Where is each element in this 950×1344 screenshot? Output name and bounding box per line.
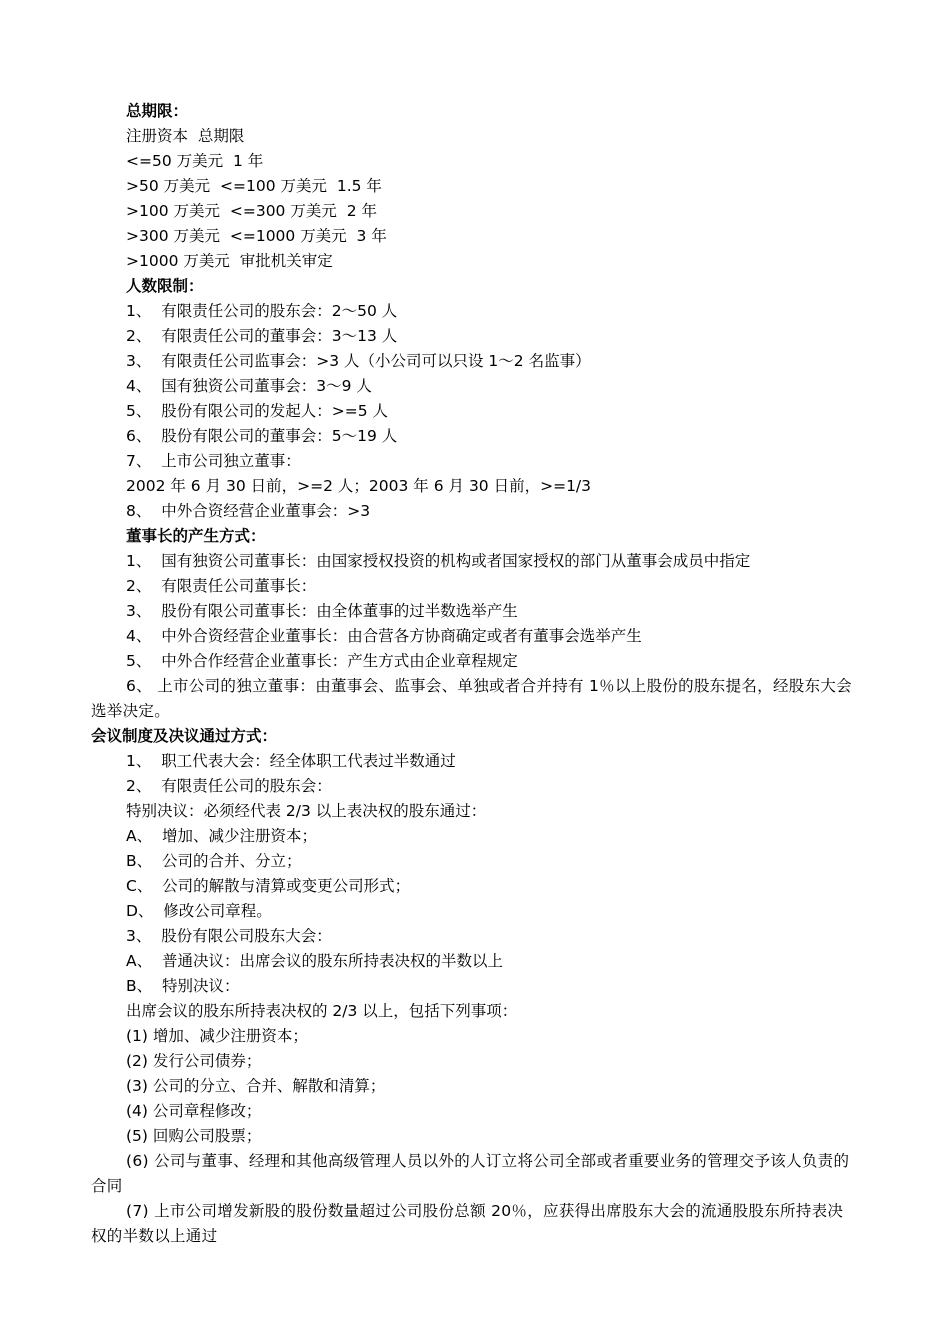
- term-line: >50 万美元 <=100 万美元 1.5 年: [126, 177, 382, 195]
- headcount-line: 4、 国有独资公司董事会：3～9 人: [126, 377, 372, 395]
- headcount-line: 6、 股份有限公司的董事会：5～19 人: [126, 427, 398, 445]
- meeting-line: B、 公司的合并、分立；: [126, 852, 302, 870]
- chairman-line: 2、 有限责任公司董事长：: [126, 577, 317, 595]
- headcount-line: 8、 中外合资经营企业董事会：>3: [126, 502, 371, 520]
- meeting-line: (1) 增加、减少注册资本；: [126, 1027, 308, 1045]
- meeting-line: (2) 发行公司债券；: [126, 1052, 262, 1070]
- meeting-line: B、 特别决议：: [126, 977, 240, 995]
- term-line: >300 万美元 <=1000 万美元 3 年: [126, 227, 387, 245]
- headcount-line: 1、 有限责任公司的股东会：2～50 人: [126, 302, 398, 320]
- term-line: >100 万美元 <=300 万美元 2 年: [126, 202, 377, 220]
- term-line: >1000 万美元 审批机关审定: [126, 252, 333, 270]
- meeting-line: 1、 职工代表大会：经全体职工代表过半数通过: [126, 752, 456, 770]
- heading-chairman: 董事长的产生方式：: [126, 527, 266, 545]
- meeting-line: (3) 公司的分立、合并、解散和清算；: [126, 1077, 386, 1095]
- heading-headcount: 人数限制：: [126, 277, 204, 295]
- chairman-line: 5、 中外合作经营企业董事长：产生方式由企业章程规定: [126, 652, 518, 670]
- meeting-line: A、 增加、减少注册资本；: [126, 827, 317, 845]
- meeting-line: (5) 回购公司股票；: [126, 1127, 262, 1145]
- headcount-line: 3、 有限责任公司监事会：>3 人（小公司可以只设 1～2 名监事）: [126, 352, 591, 370]
- chairman-line: 4、 中外合资经营企业董事长：由合营各方协商确定或者有董事会选举产生: [126, 627, 642, 645]
- term-line: 注册资本 总期限: [126, 127, 245, 145]
- meeting-line: 3、 股份有限公司股东大会：: [126, 927, 332, 945]
- chairman-paragraph: 6、 上市公司的独立董事：由董事会、监事会、单独或者合并持有 1％以上股份的股东提名，经股东大会选举决定。: [91, 677, 852, 720]
- term-line: <=50 万美元 1 年: [126, 152, 264, 170]
- meeting-line: 特别决议：必须经代表 2/3 以上表决权的股东通过：: [126, 802, 487, 820]
- meeting-line: A、 普通决议：出席会议的股东所持表决权的半数以上: [126, 952, 503, 970]
- meeting-line: (4) 公司章程修改；: [126, 1102, 262, 1120]
- meeting-line: C、 公司的解散与清算或变更公司形式；: [126, 877, 411, 895]
- headcount-line: 5、 股份有限公司的发起人：>=5 人: [126, 402, 388, 420]
- headcount-line: 2、 有限责任公司的董事会：3～13 人: [126, 327, 398, 345]
- meeting-line: 出席会议的股东所持表决权的 2/3 以上，包括下列事项：: [126, 1002, 518, 1020]
- meeting-paragraph-6: (6) 公司与董事、经理和其他高级管理人员以外的人订立将公司全部或者重要业务的管理交予该人负责的合同: [91, 1152, 850, 1195]
- chairman-line: 3、 股份有限公司董事长：由全体董事的过半数选举产生: [126, 602, 518, 620]
- meeting-paragraph-7: (7) 上市公司增发新股的股份数量超过公司股份总额 20％，应获得出席股东大会的流通股股东所持表决权的半数以上通过: [91, 1202, 844, 1245]
- chairman-line: 1、 国有独资公司董事长：由国家授权投资的机构或者国家授权的部门从董事会成员中指定: [126, 552, 751, 570]
- headcount-line: 7、 上市公司独立董事：: [126, 452, 301, 470]
- heading-meeting: 会议制度及决议通过方式：: [91, 727, 278, 745]
- meeting-line: 2、 有限责任公司的股东会：: [126, 777, 332, 795]
- headcount-line: 2002 年 6 月 30 日前，>=2 人；2003 年 6 月 30 日前，>=1/3: [126, 477, 592, 495]
- heading-term: 总期限：: [126, 102, 189, 120]
- meeting-line: D、 修改公司章程。: [126, 902, 272, 920]
